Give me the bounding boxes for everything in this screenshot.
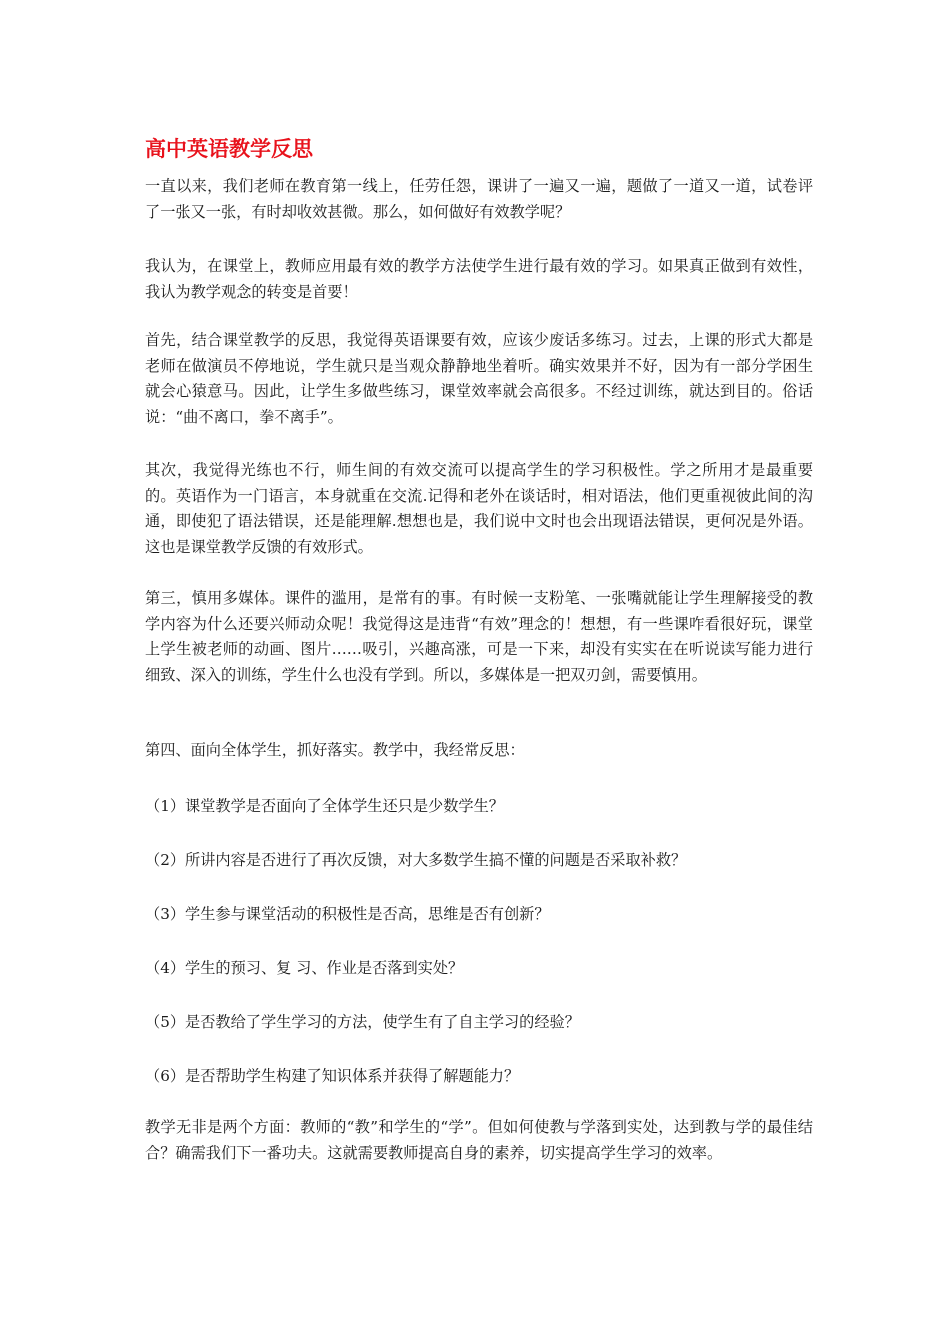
- paragraph-fourth: 第四、面向全体学生，抓好落实。教学中，我经常反思：: [145, 741, 525, 759]
- list-item: （6）是否帮助学生构建了知识体系并获得了解题能力？: [145, 1067, 520, 1085]
- list-item: （5）是否教给了学生学习的方法，使学生有了自主学习的经验？: [145, 1013, 580, 1031]
- list-item: （2）所讲内容是否进行了再次反馈，对大多数学生搞不懂的问题是否采取补救？: [145, 851, 687, 869]
- list-item: （3）学生参与课堂活动的积极性是否高，思维是否有创新？: [145, 905, 550, 923]
- paragraph-second: 其次，我觉得光练也不行，师生间的有效交流可以提高学生的学习积极性。学之所用才是最重要的。英语作为一门语言，本身就重在交流.记得和老外在谈话时，相对语法，他们更重视彼此间的沟通，即使犯了语法错误，还是能理解.想想也是，我们说中文时也会出现语法错误，更何况是外语。这也是课堂教学反馈的有效形式。: [145, 461, 813, 556]
- paragraph-view: 我认为，在课堂上，教师应用最有效的教学方法使学生进行最有效的学习。如果真正做到有效性，我认为教学观念的转变是首要！: [145, 257, 813, 301]
- paragraph-first: 首先，结合课堂教学的反思，我觉得英语课要有效，应该少废话多练习。过去，上课的形式大都是老师在做演员不停地说，学生就只是当观众静静地坐着听。确实效果并不好，因为有一部分学困生就会心猿意马。因此，让学生多做些练习，课堂效率就会高很多。不经过训练，就达到目的。俗话说：“曲不离口，拳不离手”。: [145, 331, 813, 426]
- list-item: （1）课堂教学是否面向了全体学生还只是少数学生？: [145, 797, 504, 815]
- paragraph-intro: 一直以来，我们老师在教育第一线上，任劳任怨，课讲了一遍又一遍，题做了一道又一道，试卷评了一张又一张，有时却收效甚微。那么，如何做好有效教学呢？: [145, 177, 813, 221]
- list-item: （4）学生的预习、复 习、作业是否落到实处？: [145, 959, 464, 977]
- document-title: 高中英语教学反思: [145, 136, 313, 161]
- paragraph-closing: 教学无非是两个方面：教师的“教”和学生的“学”。但如何使教与学落到实处，达到教与学的最佳结合？确需我们下一番功夫。这就需要教师提高自身的素养，切实提高学生学习的效率。: [145, 1118, 813, 1162]
- paragraph-third: 第三，慎用多媒体。课件的滥用，是常有的事。有时候一支粉笔、一张嘴就能让学生理解接受的教学内容为什么还要兴师动众呢！我觉得这是违背“有效”理念的！想想，有一些课咋看很好玩，课堂上学生被老师的动画、图片……吸引，兴趣高涨，可是一下来，却没有实实在在听说读写能力进行细致、深入的训练，学生什么也没有学到。所以，多媒体是一把双刃剑，需要慎用。: [145, 589, 813, 684]
